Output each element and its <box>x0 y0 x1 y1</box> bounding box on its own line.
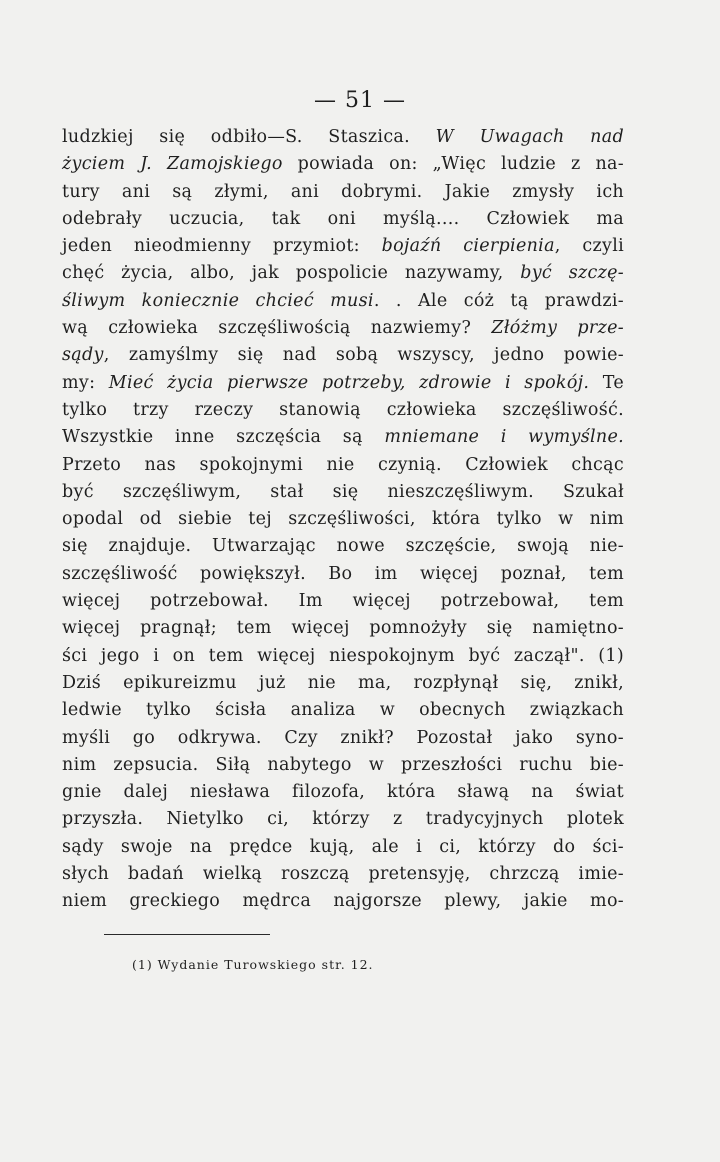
text-line <box>62 124 624 151</box>
body-text <box>62 124 624 916</box>
footnote-divider <box>104 934 270 935</box>
page-number: — 51 — <box>314 88 406 113</box>
text-segment: Te <box>589 372 625 393</box>
italic-text: W Uwagach nad <box>435 127 624 147</box>
text-line <box>62 479 624 506</box>
text-segment: Wszystkie inne szczęścia są <box>62 427 385 448</box>
italic-text: Mieć życia pierwsze potrzeby, zdrowie i spokój. <box>108 372 590 393</box>
text-line <box>62 315 624 342</box>
text-segment: tylko trzy rzeczy stanowią człowieka szczęśliwość. <box>62 399 624 420</box>
italic-text: śliwym koniecznie chcieć musi <box>62 290 374 311</box>
text-segment: , czyli <box>554 236 624 257</box>
text-line <box>62 342 624 369</box>
text-line <box>62 561 624 588</box>
text-segment: szczęśliwość powiększył. Bo im więcej poznał, tem <box>62 563 624 584</box>
text-line <box>62 151 624 178</box>
text-line <box>62 506 624 533</box>
text-segment: chęć życia, albo, jak pospolicie nazywamy, <box>62 263 521 284</box>
text-segment: gnie dalej niesława filozofa, która sławą na świat <box>62 782 624 803</box>
text-segment: ledwie tylko ścisła analiza w obecnych związkach <box>62 700 624 721</box>
italic-text: sądy <box>62 345 104 366</box>
text-segment: wą człowieka szczęśliwością nazwiemy? <box>62 318 492 339</box>
text-line <box>62 533 624 560</box>
italic-text: życiem J. Zamojskiego <box>62 154 283 175</box>
text-segment: niem greckiego mędrca najgorsze plewy, jakie mo- <box>62 891 624 912</box>
text-segment: nim zepsucia. Siłą nabytego w przeszłości ruchu bie- <box>62 754 624 775</box>
text-segment: ści jego i on tem więcej niespokojnym być zaczął". (1) <box>62 645 624 666</box>
text-segment: więcej potrzebował. Im więcej potrzebował, tem <box>62 591 624 612</box>
text-segment: tury ani są złymi, ani dobrymi. Jakie zmysły ich <box>62 181 624 202</box>
text-line <box>62 233 624 260</box>
text-line <box>62 888 624 915</box>
text-segment: myśli go odkrywa. Czy znikł? Pozostał jako syno- <box>62 727 624 748</box>
text-segment: jeden nieodmienny przymiot: <box>62 236 382 257</box>
text-segment: . . Ale cóż tą prawdzi- <box>373 290 625 311</box>
italic-text: być szczę- <box>520 263 624 284</box>
text-line <box>62 725 624 752</box>
text-line <box>62 670 624 697</box>
text-segment: , zamyślmy się nad sobą wszyscy, jedno powie- <box>103 345 624 366</box>
text-line <box>62 206 624 233</box>
footnote: (1) Wydanie Turowskiego str. 12. <box>132 957 374 972</box>
italic-text: Złóżmy prze- <box>491 318 624 339</box>
text-line <box>62 752 624 779</box>
italic-text: bojaźń cierpienia <box>381 236 555 257</box>
text-line <box>62 588 624 615</box>
text-line <box>62 288 624 315</box>
text-line <box>62 260 624 287</box>
text-line <box>62 397 624 424</box>
text-segment: opodal od siebie tej szczęśliwości, która tylko w nim <box>62 509 624 530</box>
text-line <box>62 452 624 479</box>
text-line <box>62 806 624 833</box>
text-segment: sądy swoje na prędce kują, ale i ci, którzy do ści- <box>62 836 624 857</box>
text-line <box>62 697 624 724</box>
text-line <box>62 834 624 861</box>
text-segment: być szczęśliwym, stał się nieszczęśliwym. Szukał <box>62 481 624 502</box>
text-segment: odebrały uczucia, tak oni myślą.... Człowiek ma <box>62 208 624 229</box>
text-segment: przyszła. Nietylko ci, którzy z tradycyjnych plotek <box>62 809 624 830</box>
text-line <box>62 424 624 451</box>
text-segment: powiada on: „Więc ludzie z na- <box>282 154 624 175</box>
text-line <box>62 615 624 642</box>
text-line <box>62 643 624 670</box>
text-segment: Dziś epikureizmu już nie ma, rozpłynął się, znikł, <box>62 672 624 693</box>
text-segment: Przeto nas spokojnymi nie czynią. Człowiek chcąc <box>62 454 624 475</box>
text-line <box>62 779 624 806</box>
text-segment: słych badań wielką roszczą pretensyję, chrzczą imie- <box>62 864 624 885</box>
text-segment: więcej pragnął; tem więcej pomnożyły się namiętno- <box>62 618 624 639</box>
italic-text: mniemane i wymyślne. <box>384 427 624 448</box>
text-segment: my: <box>62 372 109 393</box>
text-segment: ludzkiej się odbiło—S. Staszica. <box>62 127 436 147</box>
text-line <box>62 861 624 888</box>
text-segment: się znajduje. Utwarzając nowe szczęście, swoją nie- <box>62 536 624 557</box>
text-line <box>62 370 624 397</box>
text-line <box>62 179 624 206</box>
